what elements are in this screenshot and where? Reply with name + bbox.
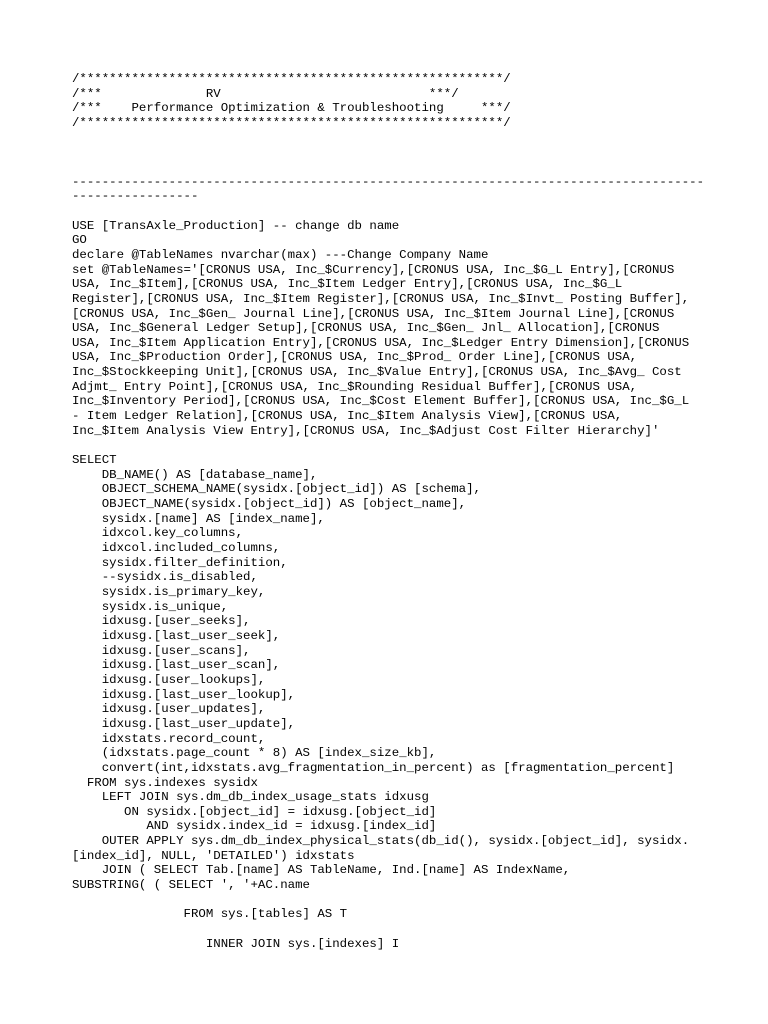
code-line: Adjmt_ Entry Point],[CRONUS USA, Inc_$Rounding Residual Buffer],[CRONUS USA,: [72, 379, 638, 394]
separator-line: -----------------: [72, 189, 199, 204]
code-line: idxusg.[last_user_scan],: [72, 658, 281, 673]
code-line: JOIN ( SELECT Tab.[name] AS TableName, Ind.[name] AS IndexName,: [72, 863, 571, 878]
code-listing: [72, 72, 712, 951]
header-comment-line: /*********************************************************/: [72, 115, 511, 130]
code-line: idxusg.[last_user_lookup],: [72, 687, 296, 702]
code-line: USA, Inc_$Production Order],[CRONUS USA, Inc_$Prod_ Order Line],[CRONUS USA,: [72, 350, 638, 365]
header-comment-line: /*** RV ***/: [72, 86, 459, 101]
code-line: FROM sys.indexes sysidx: [72, 775, 258, 790]
code-line: idxusg.[user_seeks],: [72, 614, 251, 629]
code-line: set @TableNames='[CRONUS USA, Inc_$Currency],[CRONUS USA, Inc_$G_L Entry],[CRONUS: [72, 262, 675, 277]
code-line: Inc_$Item Analysis View Entry],[CRONUS USA, Inc_$Adjust Cost Filter Hierarchy]': [72, 423, 660, 438]
code-line: idxusg.[last_user_seek],: [72, 628, 281, 643]
code-line: idxcol.key_columns,: [72, 526, 244, 541]
code-line: sysidx.is_unique,: [72, 599, 229, 614]
code-line: idxcol.included_columns,: [72, 541, 281, 555]
code-line: LEFT JOIN sys.dm_db_index_usage_stats idxusg: [72, 790, 429, 805]
code-line: idxusg.[last_user_update],: [72, 716, 296, 731]
code-line: USA, Inc_$Item Application Entry],[CRONUS USA, Inc_$Ledger Entry Dimension],[CRONUS: [72, 335, 690, 350]
document-page: [72, 72, 712, 951]
code-line: idxstats.record_count,: [72, 731, 266, 746]
code-line: SELECT: [72, 453, 117, 468]
header-comment-line: /*********************************************************/: [72, 72, 511, 86]
code-line: sysidx.filter_definition,: [72, 555, 288, 570]
code-line: Inc_$Inventory Period],[CRONUS USA, Inc_$Cost Element Buffer],[CRONUS USA, Inc_$G_L: [72, 394, 690, 409]
code-line: sysidx.is_primary_key,: [72, 584, 266, 599]
code-line: SUBSTRING( ( SELECT ', '+AC.name: [72, 878, 310, 893]
code-line: FROM sys.[tables] AS T: [72, 907, 348, 922]
code-line: USA, Inc_$Item],[CRONUS USA, Inc_$Item Ledger Entry],[CRONUS USA, Inc_$G_L: [72, 277, 623, 292]
code-line: sysidx.[name] AS [index_name],: [72, 511, 325, 526]
code-line: idxusg.[user_scans],: [72, 643, 251, 658]
header-comment-line: /*** Performance Optimization & Troubleshooting ***/: [72, 101, 511, 116]
code-line: idxusg.[user_lookups],: [72, 672, 266, 687]
code-line: declare @TableNames nvarchar(max) ---Change Company Name: [72, 247, 489, 262]
code-line: --sysidx.is_disabled,: [72, 570, 258, 585]
code-line: INNER JOIN sys.[indexes] I: [72, 936, 400, 951]
code-line: Inc_$Stockkeeping Unit],[CRONUS USA, Inc_$Value Entry],[CRONUS USA, Inc_$Avg_ Cost: [72, 365, 682, 380]
code-line: AND sysidx.index_id = idxusg.[index_id]: [72, 819, 437, 834]
code-line: OBJECT_NAME(sysidx.[object_id]) AS [object_name],: [72, 497, 467, 512]
code-line: Register],[CRONUS USA, Inc_$Item Register],[CRONUS USA, Inc_$Invt_ Posting Buffer],: [72, 291, 690, 306]
code-line: [index_id], NULL, 'DETAILED') idxstats: [72, 848, 355, 863]
code-line: (idxstats.page_count * 8) AS [index_size_kb],: [72, 746, 437, 761]
code-line: [CRONUS USA, Inc_$Gen_ Journal Line],[CRONUS USA, Inc_$Item Journal Line],[CRONUS: [72, 306, 675, 321]
code-line: - Item Ledger Relation],[CRONUS USA, Inc_$Item Analysis View],[CRONUS USA,: [72, 409, 623, 424]
code-line: ON sysidx.[object_id] = idxusg.[object_id]: [72, 804, 437, 819]
code-line: USA, Inc_$General Ledger Setup],[CRONUS USA, Inc_$Gen_ Jnl_ Allocation],[CRONUS: [72, 321, 660, 336]
code-line: convert(int,idxstats.avg_fragmentation_in_percent) as [fragmentation_percent]: [72, 760, 675, 775]
code-line: OUTER APPLY sys.dm_db_index_physical_stats(db_id(), sysidx.[object_id], sysidx.: [72, 834, 690, 849]
code-line: GO: [72, 233, 87, 248]
separator-line: -------------------------------------------------------------------------------------: [72, 174, 705, 189]
code-line: DB_NAME() AS [database_name],: [72, 467, 318, 482]
code-line: USE [TransAxle_Production] -- change db name: [72, 218, 400, 233]
code-line: OBJECT_SCHEMA_NAME(sysidx.[object_id]) AS [schema],: [72, 482, 481, 497]
code-line: idxusg.[user_updates],: [72, 702, 266, 717]
